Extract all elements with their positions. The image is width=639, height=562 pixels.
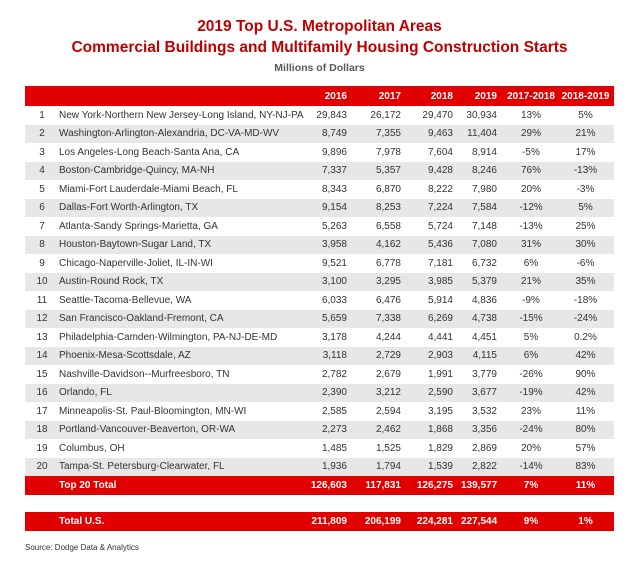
pct-2017-2018-cell: 6%: [523, 257, 539, 269]
value-2017-cell: 6,476: [375, 294, 401, 306]
value-2018-cell: 5,436: [427, 239, 453, 251]
table-row: [25, 199, 614, 218]
value-2016-cell: 8,343: [321, 183, 347, 195]
metro-name-cell: Boston-Cambridge-Quincy, MA-NH: [59, 165, 215, 177]
pct-2018-2019-cell: 83%: [575, 461, 596, 473]
rank-cell: 9: [39, 257, 45, 269]
pct-2018-2019-cell: -6%: [576, 257, 595, 269]
value-2016-cell: 29,843: [316, 109, 347, 121]
value-2017-cell: 4,244: [375, 331, 401, 343]
total-us-pct-2017-2018: 9%: [523, 516, 539, 527]
rank-cell: 14: [36, 350, 48, 362]
value-2016-cell: 8,749: [321, 128, 347, 140]
metro-name-cell: Tampa-St. Petersburg-Clearwater, FL: [59, 461, 225, 473]
value-2019-cell: 3,532: [471, 405, 497, 417]
pct-2018-2019-cell: 90%: [575, 368, 596, 380]
metro-name-cell: Minneapolis-St. Paul-Bloomington, MN-WI: [59, 405, 247, 417]
value-2018-cell: 1,829: [427, 442, 453, 454]
pct-2018-2019-cell: 11%: [575, 405, 596, 417]
metro-name-cell: Los Angeles-Long Beach-Santa Ana, CA: [59, 146, 240, 158]
rank-cell: 17: [36, 405, 48, 417]
rank-cell: 4: [39, 165, 45, 177]
pct-2017-2018-cell: -13%: [519, 220, 543, 232]
metro-name-cell: Dallas-Fort Worth-Arlington, TX: [59, 202, 199, 214]
pct-2018-2019-cell: 42%: [575, 350, 596, 362]
value-2016-cell: 3,958: [321, 239, 347, 251]
value-2018-cell: 5,914: [427, 294, 453, 306]
pct-2017-2018-cell: 20%: [520, 183, 541, 195]
value-2016-cell: 3,100: [321, 276, 347, 288]
value-2016-cell: 3,118: [322, 350, 347, 362]
value-2016-cell: 2,390: [321, 387, 347, 399]
pct-2017-2018-cell: 5%: [523, 331, 539, 343]
table-row: [25, 106, 614, 125]
pct-2017-2018-cell: 31%: [520, 239, 541, 251]
total-us-pct-2018-2019: 1%: [578, 516, 593, 527]
pct-2017-2018-cell: -14%: [519, 461, 543, 473]
top20-total-pct-2017-2018: 7%: [523, 480, 539, 491]
value-2017-cell: 8,253: [375, 202, 401, 214]
metro-name-cell: Phoenix-Mesa-Scottsdale, AZ: [59, 350, 191, 362]
pct-2017-2018-cell: -5%: [522, 146, 540, 158]
header-2016: 2016: [324, 90, 347, 102]
pct-2017-2018-cell: 23%: [520, 405, 541, 417]
table-row: [25, 439, 614, 458]
value-2018-cell: 2,903: [427, 350, 453, 362]
value-2019-cell: 11,404: [467, 128, 497, 140]
pct-2018-2019-cell: 25%: [575, 220, 596, 232]
value-2017-cell: 7,355: [375, 128, 401, 140]
value-2018-cell: 7,604: [427, 146, 453, 158]
rank-cell: 12: [36, 313, 48, 325]
value-2019-cell: 2,822: [471, 461, 497, 473]
rank-cell: 16: [36, 387, 48, 399]
value-2019-cell: 4,836: [471, 294, 497, 306]
value-2017-cell: 6,778: [375, 257, 401, 269]
value-2018-cell: 4,441: [427, 331, 453, 343]
pct-2017-2018-cell: 20%: [520, 442, 541, 454]
metro-name-cell: Columbus, OH: [59, 442, 125, 454]
metro-name-cell: Austin-Round Rock, TX: [59, 276, 164, 288]
metro-name-cell: Washington-Arlington-Alexandria, DC-VA-MD-WV: [59, 128, 280, 140]
pct-2018-2019-cell: 35%: [575, 276, 596, 288]
value-2019-cell: 7,148: [471, 220, 497, 232]
value-2016-cell: 2,782: [321, 368, 347, 380]
rank-cell: 15: [36, 368, 48, 380]
value-2017-cell: 5,357: [375, 165, 401, 177]
value-2018-cell: 2,590: [427, 387, 453, 399]
metro-name-cell: Miami-Fort Lauderdale-Miami Beach, FL: [59, 183, 238, 195]
table-row: [25, 421, 614, 440]
top20-total-label: Top 20 Total: [59, 480, 117, 491]
rank-cell: 5: [39, 183, 45, 195]
value-2018-cell: 29,470: [422, 109, 453, 121]
value-2019-cell: 6,732: [471, 257, 497, 269]
metro-name-cell: Seattle-Tacoma-Bellevue, WA: [59, 294, 192, 306]
value-2017-cell: 2,462: [375, 424, 401, 436]
pct-2018-2019-cell: -13%: [573, 165, 598, 177]
units-subtitle: Millions of Dollars: [274, 62, 365, 74]
metro-name-cell: Atlanta-Sandy Springs-Marietta, GA: [59, 220, 218, 232]
pct-2017-2018-cell: 76%: [520, 165, 541, 177]
table-row: [25, 273, 614, 292]
pct-2018-2019-cell: 5%: [578, 109, 593, 121]
value-2017-cell: 2,594: [375, 405, 401, 417]
value-2017-cell: 4,162: [375, 239, 401, 251]
value-2017-cell: 3,212: [375, 387, 401, 399]
value-2016-cell: 1,485: [321, 442, 347, 454]
value-2019-cell: 5,379: [471, 276, 497, 288]
construction-starts-table: [25, 86, 614, 552]
value-2019-cell: 3,779: [471, 368, 497, 380]
pct-2018-2019-cell: -18%: [573, 294, 598, 306]
value-2019-cell: 7,980: [471, 183, 497, 195]
row-gap: [25, 495, 614, 512]
value-2016-cell: 7,337: [321, 165, 347, 177]
value-2016-cell: 2,273: [321, 424, 347, 436]
value-2018-cell: 9,428: [427, 165, 453, 177]
value-2019-cell: 30,934: [466, 109, 497, 121]
value-2018-cell: 7,224: [427, 202, 453, 214]
table-row: [25, 162, 614, 181]
table-row: [25, 402, 614, 421]
value-2019-cell: 3,677: [471, 387, 497, 399]
page-title-line2: Commercial Buildings and Multifamily Housing Construction Starts: [71, 39, 568, 56]
table-row: [25, 254, 614, 273]
top20-total-2018: 126,275: [416, 480, 453, 491]
total-us-row: [25, 512, 614, 531]
table-row: [25, 125, 614, 144]
value-2016-cell: 9,521: [321, 257, 347, 269]
metro-name-cell: Orlando, FL: [59, 387, 112, 399]
pct-2017-2018-cell: -24%: [519, 424, 543, 436]
pct-2018-2019-cell: 21%: [575, 128, 596, 140]
header-2019: 2019: [474, 90, 497, 102]
value-2018-cell: 5,724: [427, 220, 453, 232]
value-2016-cell: 1,936: [321, 461, 347, 473]
value-2019-cell: 8,246: [471, 165, 497, 177]
value-2016-cell: 5,659: [321, 313, 347, 325]
table-row: [25, 217, 614, 236]
metro-name-cell: Nashville-Davidson--Murfreesboro, TN: [59, 368, 230, 380]
pct-2017-2018-cell: -19%: [519, 387, 543, 399]
metro-name-cell: Chicago-Naperville-Joliet, IL-IN-WI: [59, 257, 213, 269]
table-row: [25, 347, 614, 366]
value-2018-cell: 3,195: [427, 405, 453, 417]
table-header-row: [25, 86, 614, 106]
value-2019-cell: 4,115: [472, 350, 497, 362]
table-row: [25, 328, 614, 347]
value-2016-cell: 9,896: [321, 146, 347, 158]
value-2019-cell: 2,869: [471, 442, 497, 454]
pct-2018-2019-cell: 0.2%: [574, 331, 597, 343]
pct-2017-2018-cell: -12%: [519, 202, 543, 214]
header-2018: 2018: [430, 90, 453, 102]
value-2017-cell: 6,870: [375, 183, 401, 195]
total-us-2017: 206,199: [364, 516, 401, 527]
table-row: [25, 143, 614, 162]
pct-2018-2019-cell: -24%: [573, 313, 598, 325]
total-us-label: Total U.S.: [59, 516, 105, 527]
pct-2017-2018-cell: -9%: [522, 294, 540, 306]
value-2018-cell: 1,868: [427, 424, 453, 436]
page-title-line1: 2019 Top U.S. Metropolitan Areas: [197, 18, 442, 35]
value-2017-cell: 2,679: [375, 368, 401, 380]
metro-name-cell: San Francisco-Oakland-Fremont, CA: [59, 313, 224, 325]
metro-name-cell: Philadelphia-Camden-Wilmington, PA-NJ-DE-MD: [59, 331, 278, 343]
table-body: [25, 106, 614, 476]
value-2017-cell: 26,172: [370, 109, 401, 121]
table-row: [25, 310, 614, 329]
source-attribution: Source: Dodge Data & Analytics: [25, 543, 139, 552]
rank-cell: 1: [39, 109, 45, 121]
value-2016-cell: 9,154: [321, 202, 347, 214]
value-2019-cell: 4,451: [471, 331, 497, 343]
value-2019-cell: 3,356: [471, 424, 497, 436]
value-2019-cell: 8,914: [471, 146, 497, 158]
value-2016-cell: 2,585: [321, 405, 347, 417]
pct-2017-2018-cell: 6%: [523, 350, 539, 362]
header-2017: 2017: [378, 90, 401, 102]
value-2017-cell: 7,978: [375, 146, 401, 158]
pct-2017-2018-cell: -15%: [519, 313, 543, 325]
total-us-2016: 211,809: [311, 516, 347, 527]
title-block: [0, 16, 639, 76]
rank-cell: 20: [36, 461, 48, 473]
rank-cell: 18: [36, 424, 48, 436]
value-2017-cell: 2,729: [375, 350, 401, 362]
pct-2018-2019-cell: 5%: [578, 202, 593, 214]
pct-2017-2018-cell: 13%: [520, 109, 541, 121]
value-2018-cell: 7,181: [427, 257, 453, 269]
value-2018-cell: 1,539: [427, 461, 453, 473]
value-2018-cell: 8,222: [427, 183, 453, 195]
value-2016-cell: 3,178: [321, 331, 347, 343]
value-2018-cell: 6,269: [427, 313, 453, 325]
value-2017-cell: 7,338: [375, 313, 401, 325]
top20-total-2016: 126,603: [310, 480, 347, 491]
value-2016-cell: 6,033: [321, 294, 347, 306]
value-2017-cell: 1,794: [375, 461, 401, 473]
rank-cell: 13: [36, 331, 48, 343]
rank-cell: 8: [39, 239, 45, 251]
table-row: [25, 458, 614, 477]
header-2018-2019: 2018-2019: [561, 90, 610, 102]
rank-cell: 6: [39, 202, 45, 214]
value-2019-cell: 4,738: [471, 313, 497, 325]
value-2018-cell: 1,991: [427, 368, 453, 380]
value-2019-cell: 7,080: [471, 239, 497, 251]
value-2016-cell: 5,263: [321, 220, 347, 232]
pct-2018-2019-cell: 57%: [575, 442, 596, 454]
table-row: [25, 291, 614, 310]
metro-name-cell: Portland-Vancouver-Beaverton, OR-WA: [59, 424, 236, 436]
total-us-2018: 224,281: [416, 516, 453, 527]
pct-2018-2019-cell: 17%: [575, 146, 596, 158]
value-2017-cell: 6,558: [375, 220, 401, 232]
pct-2018-2019-cell: 42%: [575, 387, 596, 399]
pct-2018-2019-cell: 30%: [575, 239, 596, 251]
value-2019-cell: 7,584: [471, 202, 497, 214]
pct-2018-2019-cell: -3%: [576, 183, 595, 195]
top20-total-pct-2018-2019: 11%: [575, 480, 596, 491]
header-2017-2018: 2017-2018: [507, 90, 555, 102]
top20-total-2019: 139,577: [461, 480, 498, 491]
table-row: [25, 365, 614, 384]
value-2017-cell: 1,525: [375, 442, 401, 454]
rank-cell: 19: [36, 442, 48, 454]
rank-cell: 3: [39, 146, 45, 158]
top20-total-row: [25, 476, 614, 495]
pct-2017-2018-cell: -26%: [519, 368, 543, 380]
value-2018-cell: 3,985: [427, 276, 453, 288]
table-row: [25, 236, 614, 255]
rank-cell: 11: [36, 294, 48, 306]
rank-cell: 2: [39, 128, 45, 140]
value-2017-cell: 3,295: [375, 276, 401, 288]
pct-2017-2018-cell: 21%: [520, 276, 541, 288]
pct-2018-2019-cell: 80%: [575, 424, 596, 436]
value-2018-cell: 9,463: [427, 128, 453, 140]
metro-name-cell: Houston-Baytown-Sugar Land, TX: [59, 239, 212, 251]
total-us-2019: 227,544: [461, 516, 498, 527]
table-row: [25, 180, 614, 199]
top20-total-2017: 117,831: [365, 480, 401, 491]
rank-cell: 7: [39, 220, 45, 232]
metro-name-cell: New York-Northern New Jersey-Long Island, NY-NJ-PA: [59, 109, 304, 121]
rank-cell: 10: [36, 276, 48, 288]
pct-2017-2018-cell: 29%: [520, 128, 541, 140]
table-row: [25, 384, 614, 403]
